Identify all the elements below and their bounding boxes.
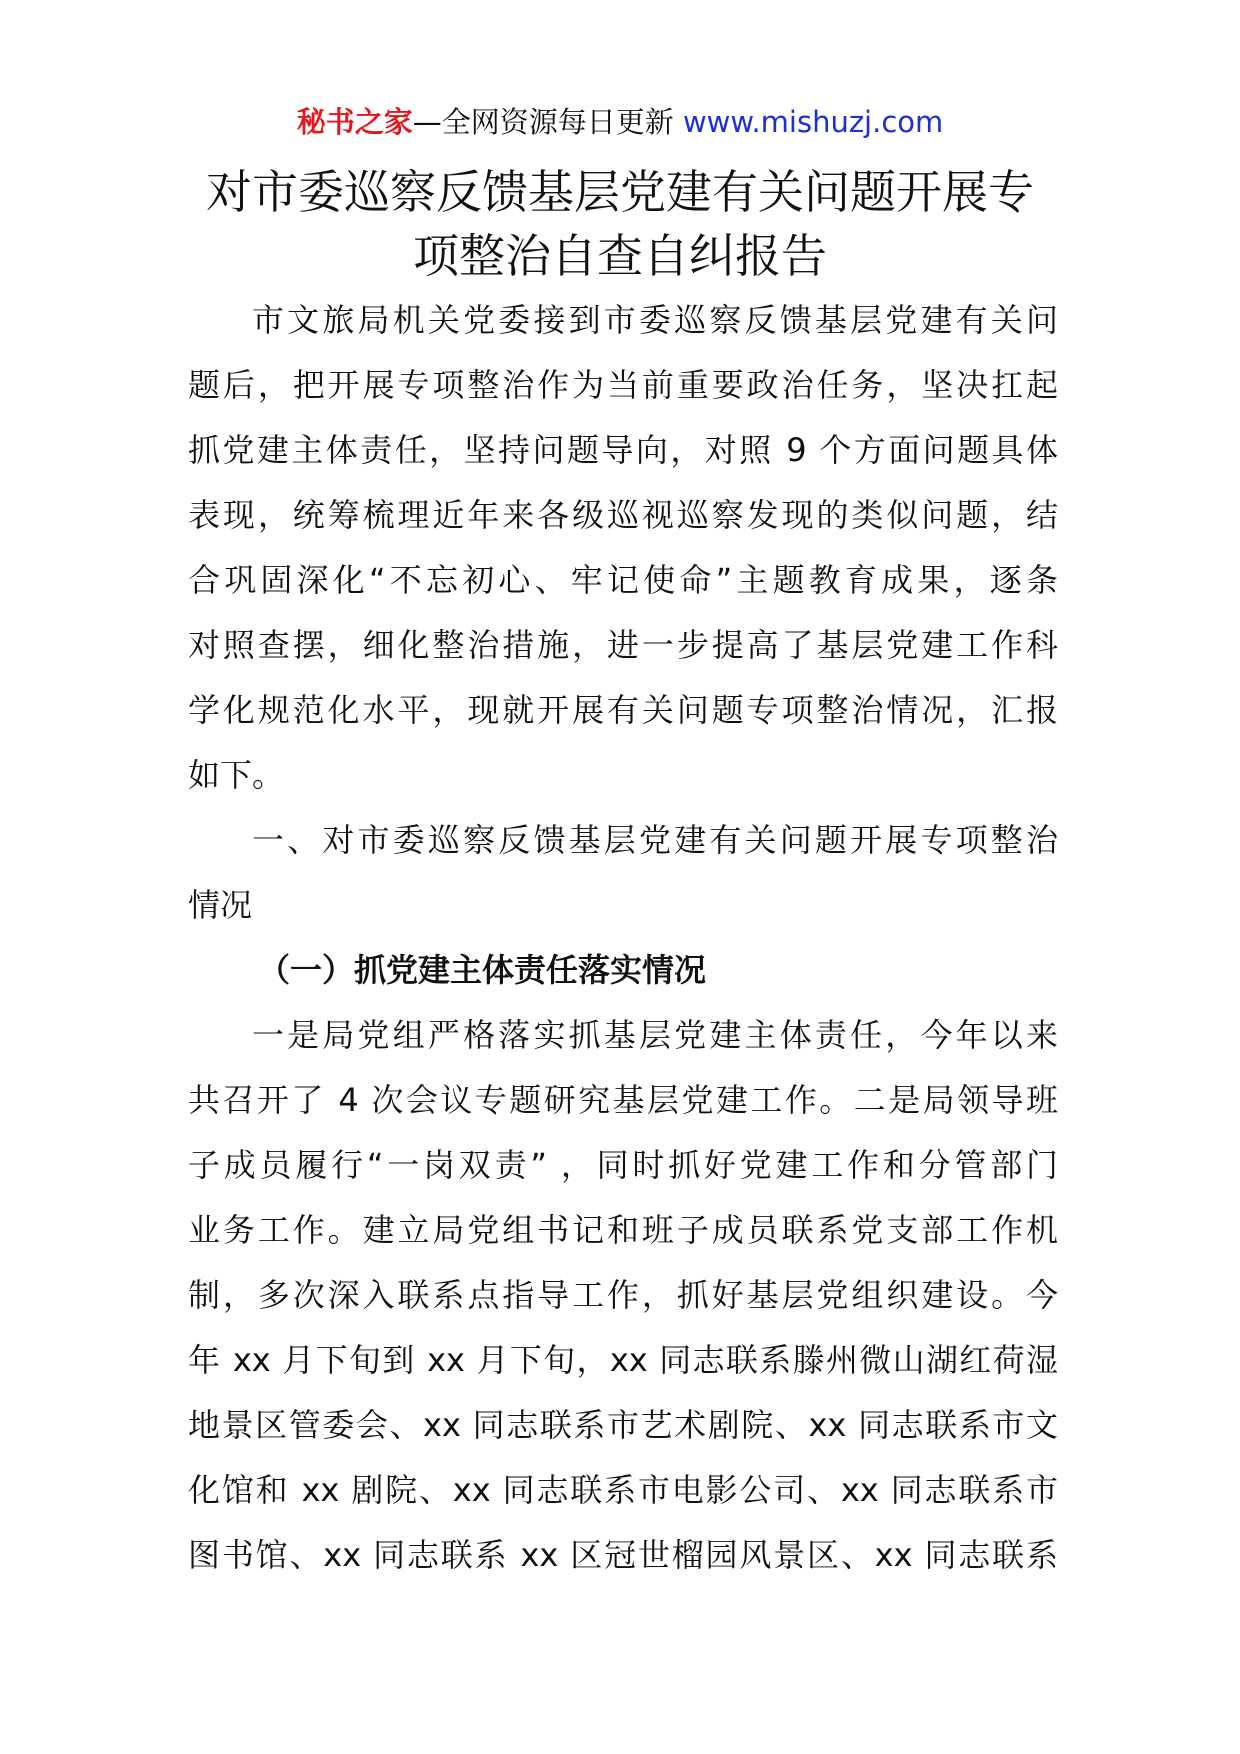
section-heading-line: 一、对市委巡察反馈基层党建有关问题开展专项整治 <box>252 821 1058 859</box>
paragraph-line: 共召开了 4 次会议专题研究基层党建工作。二是局领导班 <box>188 1081 1058 1119</box>
paragraph-line: 子成员履行“一岗双责” ，同时抓好党建工作和分管部门 <box>188 1146 1058 1184</box>
paragraph-line: 合巩固深化“不忘初心、牢记使命”主题教育成果，逐条 <box>188 561 1058 599</box>
subsection-heading: （一）抓党建主体责任落实情况 <box>258 951 707 989</box>
paragraph-line: 图书馆、xx 同志联系 xx 区冠世榴园风景区、xx 同志联系 <box>188 1536 1058 1574</box>
paragraph-line: 学化规范化水平，现就开展有关问题专项整治情况，汇报 <box>188 691 1058 729</box>
paragraph-line: 年 xx 月下旬到 xx 月下旬，xx 同志联系滕州微山湖红荷湿 <box>188 1341 1058 1379</box>
paragraph-line: 表现，统筹梳理近年来各级巡视巡察发现的类似问题，结 <box>188 496 1058 534</box>
paragraph-line: 题后，把开展专项整治作为当前重要政治任务，坚决扛起 <box>188 366 1058 404</box>
site-header <box>0 102 1240 142</box>
document-title <box>160 160 1080 288</box>
paragraph-line: 如下。 <box>188 756 285 794</box>
paragraph-line: 地景区管委会、xx 同志联系市艺术剧院、xx 同志联系市文 <box>188 1406 1058 1444</box>
paragraph-line: 一是局党组严格落实抓基层党建主体责任，今年以来 <box>252 1016 1058 1054</box>
paragraph-line: 业务工作。建立局党组书记和班子成员联系党支部工作机 <box>188 1211 1058 1249</box>
section-heading-line: 情况 <box>188 886 253 924</box>
document-body <box>188 288 1058 1588</box>
title-line: 项整治自查自纠报告 <box>413 229 827 283</box>
paragraph-line: 市文旅局机关党委接到市委巡察反馈基层党建有关问 <box>252 301 1058 339</box>
site-url[interactable]: www.mishuzj.com <box>682 105 944 139</box>
brand-name: 秘书之家 <box>296 105 413 139</box>
header-slogan: —全网资源每日更新 <box>412 105 674 139</box>
paragraph-line: 制，多次深入联系点指导工作，抓好基层党组织建设。今 <box>188 1276 1058 1314</box>
title-line: 对市委巡察反馈基层党建有关问题开展专 <box>206 165 1034 219</box>
paragraph-line: 抓党建主体责任，坚持问题导向，对照 9 个方面问题具体 <box>188 431 1058 469</box>
paragraph-line: 对照查摆，细化整治措施，进一步提高了基层党建工作科 <box>188 626 1058 664</box>
paragraph-line: 化馆和 xx 剧院、xx 同志联系市电影公司、xx 同志联系市 <box>188 1471 1058 1509</box>
